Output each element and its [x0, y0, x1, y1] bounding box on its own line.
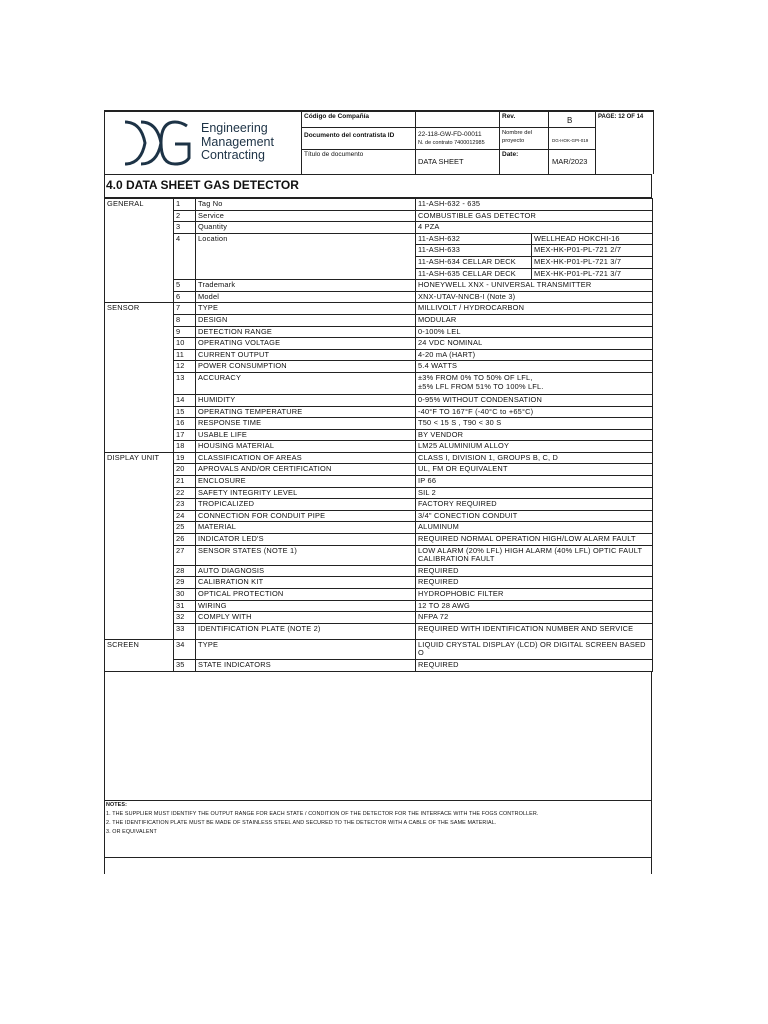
dg-logo-icon — [123, 120, 195, 166]
row-value — [416, 222, 653, 234]
table-row — [105, 510, 653, 522]
row-value — [416, 441, 653, 453]
row-label: MATERIAL — [196, 522, 416, 534]
row-value-line: REQUIRED — [418, 565, 459, 575]
row-value-line-2: CALIBRATION FAULT — [418, 554, 495, 564]
rev-value: B — [567, 116, 573, 125]
location-tag: 11-ASH-634 CELLAR DECK — [416, 256, 532, 268]
row-label: Model — [196, 291, 416, 303]
row-label: DESIGN — [196, 314, 416, 326]
table-row — [105, 659, 653, 671]
table-row — [105, 199, 653, 211]
document-header — [104, 110, 654, 174]
row-number: 15 — [174, 406, 196, 418]
row-number: 29 — [174, 577, 196, 589]
row-label: ENCLOSURE — [196, 476, 416, 488]
row-label: Location — [196, 233, 416, 279]
group-label: SCREEN — [105, 639, 174, 671]
row-label: RESPONSE TIME — [196, 418, 416, 430]
table-row — [105, 233, 653, 245]
row-number: 9 — [174, 326, 196, 338]
row-value — [416, 464, 653, 476]
row-value-line: 4 PZA — [418, 222, 440, 232]
row-value-line: ±3% FROM 0% TO 50% OF LFL, — [418, 372, 533, 382]
row-value-line: LIQUID CRYSTAL DISPLAY (LCD) OR DIGITAL SCREEN BASED O — [418, 639, 646, 658]
row-value-line: HYDROPHOBIC FILTER — [418, 589, 504, 598]
row-value-line: 12 TO 28 AWG — [418, 600, 470, 610]
row-value-line: IP 66 — [418, 476, 437, 486]
table-row — [105, 210, 653, 222]
group-label: GENERAL — [105, 199, 174, 303]
row-value — [416, 452, 653, 464]
row-value-line: FACTORY REQUIRED — [418, 499, 497, 509]
table-row — [105, 394, 653, 406]
table-row — [105, 565, 653, 577]
table-row — [105, 476, 653, 488]
table-row — [105, 441, 653, 453]
company-name-line-3: Contracting — [201, 148, 265, 162]
row-number: 34 — [174, 639, 196, 659]
note-3: 3. OR EQUIVALENT — [106, 828, 157, 835]
row-value-line: -40°F TO 167°F (-40°C to +65°C) — [418, 406, 534, 416]
table-row — [105, 291, 653, 303]
row-value-line: MODULAR — [418, 314, 457, 324]
table-row — [105, 314, 653, 326]
row-value — [416, 534, 653, 546]
row-label: TYPE — [196, 639, 416, 659]
row-value — [416, 199, 653, 211]
row-label: APROVALS AND/OR CERTIFICATION — [196, 464, 416, 476]
row-label: SENSOR STATES (NOTE 1) — [196, 545, 416, 565]
row-number: 18 — [174, 441, 196, 453]
row-number: 11 — [174, 349, 196, 361]
contract-number: N. de contrato 7400012985 — [418, 140, 485, 146]
blank-area — [104, 672, 652, 801]
row-label: CLASSIFICATION OF AREAS — [196, 452, 416, 464]
row-value — [416, 565, 653, 577]
table-row — [105, 499, 653, 511]
table-row — [105, 589, 653, 601]
table-row — [105, 577, 653, 589]
table-row — [105, 361, 653, 373]
note-2: 2. THE IDENTIFICATION PLATE MUST BE MADE OF STAINLESS STEEL AND SECURED TO THE DETECTOR WITH A CABLE OF THE SAME MATERIAL. — [106, 819, 497, 826]
row-value — [416, 394, 653, 406]
table-row — [105, 545, 653, 565]
row-number: 16 — [174, 418, 196, 430]
row-value — [416, 476, 653, 488]
location-tag: 11-ASH-635 CELLAR DECK — [416, 268, 532, 280]
row-value — [416, 487, 653, 499]
row-value — [416, 326, 653, 338]
row-value — [416, 499, 653, 511]
section-title: 4.0 DATA SHEET GAS DETECTOR — [104, 174, 652, 198]
page-footer-area — [104, 858, 652, 874]
row-value — [416, 210, 653, 222]
date-label: Date: — [502, 151, 519, 158]
document-title-value: DATA SHEET — [418, 157, 464, 166]
row-value — [416, 406, 653, 418]
company-name-line-2: Management — [201, 134, 274, 149]
row-value — [416, 510, 653, 522]
row-label: CONNECTION FOR CONDUIT PIPE — [196, 510, 416, 522]
row-value-line: 24 VDC NOMINAL — [418, 338, 483, 348]
row-value — [416, 349, 653, 361]
row-number: 14 — [174, 394, 196, 406]
project-name-label: Nombre del proyecto — [502, 130, 532, 144]
row-value-line: 0-100% LEL — [418, 326, 461, 336]
location-tag: 11-ASH-632 — [416, 233, 532, 245]
table-row — [105, 639, 653, 659]
row-value-line: CLASS I, DIVISION 1, GROUPS B, C, D — [418, 452, 559, 462]
row-number: 10 — [174, 338, 196, 350]
table-row — [105, 623, 653, 639]
table-row — [105, 612, 653, 624]
table-row — [105, 464, 653, 476]
row-value — [416, 577, 653, 589]
row-number: 24 — [174, 510, 196, 522]
row-value — [416, 372, 653, 394]
row-number: 35 — [174, 659, 196, 671]
row-value-line: REQUIRED — [418, 659, 459, 669]
row-value — [416, 418, 653, 430]
row-label: COMPLY WITH — [196, 612, 416, 624]
row-label: OPTICAL PROTECTION — [196, 589, 416, 601]
location-place: WELLHEAD HOKCHI-16 — [532, 233, 653, 245]
row-number: 2 — [174, 210, 196, 222]
row-label: STATE INDICATORS — [196, 659, 416, 671]
table-row — [105, 418, 653, 430]
row-value — [416, 522, 653, 534]
row-number: 7 — [174, 303, 196, 315]
document-title-label: Título de documento — [304, 151, 364, 158]
table-row — [105, 534, 653, 546]
company-logo — [123, 118, 303, 168]
project-name-value: DG-HOK-GPI-019 — [552, 138, 589, 143]
company-name-line-1: Engineering — [201, 121, 268, 135]
row-label: CALIBRATION KIT — [196, 577, 416, 589]
row-label: POWER CONSUMPTION — [196, 361, 416, 373]
table-row — [105, 429, 653, 441]
row-number: 20 — [174, 464, 196, 476]
row-value — [416, 291, 653, 303]
row-value-line: 4-20 mA (HART) — [418, 349, 476, 359]
row-label: USABLE LIFE — [196, 429, 416, 441]
row-value — [416, 338, 653, 350]
row-value-line: REQUIRED WITH IDENTIFICATION NUMBER AND SERVICE — [418, 623, 634, 633]
row-label: OPERATING TEMPERATURE — [196, 406, 416, 418]
data-sheet-table — [104, 198, 653, 672]
page-number: PAGE: 12 OF 14 — [598, 114, 644, 120]
notes-title: NOTES: — [106, 801, 127, 808]
row-value — [416, 639, 653, 659]
row-number: 22 — [174, 487, 196, 499]
row-label: TROPICALIZED — [196, 499, 416, 511]
row-value — [416, 623, 653, 639]
table-row — [105, 303, 653, 315]
table-row — [105, 522, 653, 534]
row-value-line: 3/4" CONECTION CONDUIT — [418, 510, 518, 520]
row-label: ACCURACY — [196, 372, 416, 394]
location-place: MEX-HK-P01-PL-721 3/7 — [532, 268, 653, 280]
row-number: 23 — [174, 499, 196, 511]
row-value — [416, 545, 653, 565]
row-label: INDICATOR LED'S — [196, 534, 416, 546]
rev-label: Rev. — [502, 113, 516, 120]
row-number: 30 — [174, 589, 196, 601]
table-row — [105, 452, 653, 464]
row-value-line: LM25 ALUMINIUM ALLOY — [418, 441, 510, 451]
row-value-line-2: ±5% LFL FROM 51% TO 100% LFL. — [418, 381, 544, 391]
row-label: HUMIDITY — [196, 394, 416, 406]
group-label: SENSOR — [105, 303, 174, 453]
row-label: Tag No — [196, 199, 416, 211]
row-label: CURRENT OUTPUT — [196, 349, 416, 361]
row-number: 3 — [174, 222, 196, 234]
row-number: 28 — [174, 565, 196, 577]
row-value-line: XNX-UTAV-NNCB-I (Note 3) — [418, 291, 516, 301]
row-number: 13 — [174, 372, 196, 394]
row-number: 1 — [174, 199, 196, 211]
row-label: TYPE — [196, 303, 416, 315]
location-place: MEX-HK-P01-PL-721 2/7 — [532, 245, 653, 257]
row-value — [416, 303, 653, 315]
row-value-line: UL, FM OR EQUIVALENT — [418, 464, 508, 474]
row-number: 26 — [174, 534, 196, 546]
note-1: 1. THE SUPPLIER MUST IDENTIFY THE OUTPUT RANGE FOR EACH STATE / CONDITION OF THE DETECTOR FOR THE INTERFACE WITH THE FOGS CONTROLLER. — [106, 810, 539, 817]
row-label: OPERATING VOLTAGE — [196, 338, 416, 350]
row-value-line: SIL 2 — [418, 487, 436, 497]
row-number: 12 — [174, 361, 196, 373]
row-label: Trademark — [196, 280, 416, 292]
row-value-line: 11-ASH-632 - 635 — [418, 199, 481, 208]
row-value — [416, 361, 653, 373]
row-number: 31 — [174, 600, 196, 612]
notes-block — [104, 801, 652, 858]
table-row — [105, 338, 653, 350]
row-value — [416, 612, 653, 624]
row-number: 33 — [174, 623, 196, 639]
table-row — [105, 600, 653, 612]
row-label: Service — [196, 210, 416, 222]
row-value-line: COMBUSTIBLE GAS DETECTOR — [418, 210, 537, 220]
row-value-line: REQUIRED NORMAL OPERATION HIGH/LOW ALARM FAULT — [418, 534, 636, 544]
row-value — [416, 429, 653, 441]
doc-contratista-value: 22-118-GW-FD-00011 — [418, 131, 482, 138]
codigo-label: Código de Compañía — [304, 113, 369, 120]
row-number: 32 — [174, 612, 196, 624]
row-value-line: NFPA 72 — [418, 612, 449, 622]
row-label: Quantity — [196, 222, 416, 234]
doc-contratista-label: Documento del contratista ID — [304, 132, 395, 139]
group-label: DISPLAY UNIT — [105, 452, 174, 639]
table-row — [105, 280, 653, 292]
data-sheet — [104, 110, 652, 874]
row-value — [416, 314, 653, 326]
table-row — [105, 326, 653, 338]
row-value-line: LOW ALARM (20% LFL) HIGH ALARM (40% LFL) OPTIC FAULT — [418, 545, 643, 555]
row-value-line: 0-95% WITHOUT CONDENSATION — [418, 394, 543, 404]
row-number: 4 — [174, 233, 196, 279]
row-label: WIRING — [196, 600, 416, 612]
row-value-line: 5.4 WATTS — [418, 361, 458, 371]
location-tag: 11-ASH-633 — [416, 245, 532, 257]
table-row — [105, 349, 653, 361]
row-value-line: HONEYWELL XNX - UNIVERSAL TRANSMITTER — [418, 280, 592, 290]
row-value-line: REQUIRED — [418, 577, 459, 587]
row-number: 5 — [174, 280, 196, 292]
row-value — [416, 659, 653, 671]
row-value-line: ALUMINUM — [418, 522, 460, 532]
table-row — [105, 222, 653, 234]
row-label: IDENTIFICATION PLATE (NOTE 2) — [196, 623, 416, 639]
row-value — [416, 280, 653, 292]
row-number: 17 — [174, 429, 196, 441]
row-number: 6 — [174, 291, 196, 303]
row-label: SAFETY INTEGRITY LEVEL — [196, 487, 416, 499]
row-value — [416, 600, 653, 612]
row-label: DETECTION RANGE — [196, 326, 416, 338]
row-label: HOUSING MATERIAL — [196, 441, 416, 453]
date-value: MAR/2023 — [552, 157, 588, 166]
row-value — [416, 589, 653, 601]
row-number: 19 — [174, 452, 196, 464]
row-label: AUTO DIAGNOSIS — [196, 565, 416, 577]
row-value-line: T50 < 15 S , T90 < 30 S — [418, 418, 502, 428]
row-number: 25 — [174, 522, 196, 534]
row-value-line: BY VENDOR — [418, 429, 464, 439]
row-number: 8 — [174, 314, 196, 326]
row-number: 21 — [174, 476, 196, 488]
row-value-line: MILLIVOLT / HYDROCARBON — [418, 303, 525, 313]
table-row — [105, 406, 653, 418]
location-place: MEX-HK-P01-PL-721 3/7 — [532, 256, 653, 268]
table-row — [105, 487, 653, 499]
table-row — [105, 372, 653, 394]
row-number: 27 — [174, 545, 196, 565]
